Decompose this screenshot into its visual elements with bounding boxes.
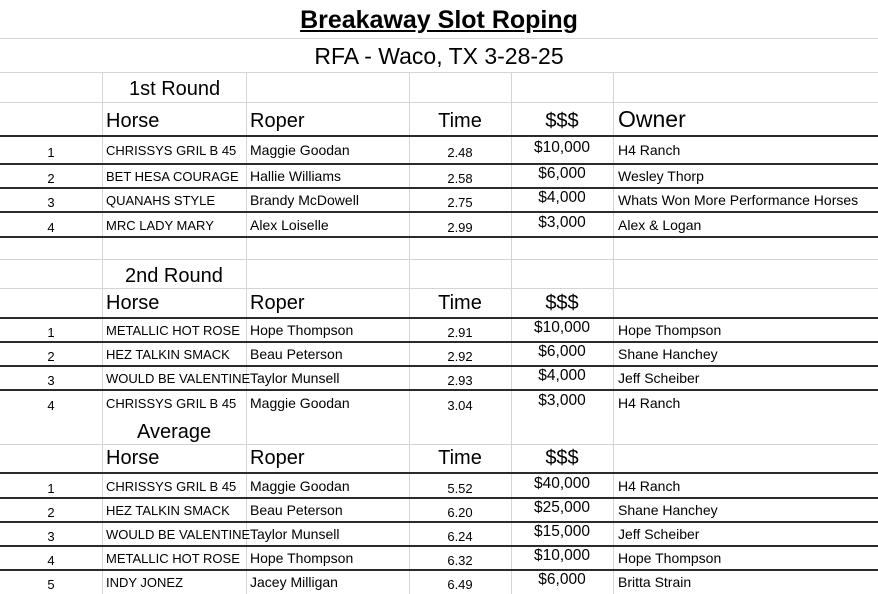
roper-name: Maggie Goodan xyxy=(250,477,350,494)
run-time: 2.92 xyxy=(447,349,473,364)
place-number: 4 xyxy=(47,553,55,568)
horse-name: CHRISSYS GRIL B 45 xyxy=(106,395,237,411)
horse-name: QUANAHS STYLE xyxy=(106,193,216,208)
row-border xyxy=(0,187,878,189)
owner-name: Jeff Scheiber xyxy=(618,370,700,386)
row-border xyxy=(0,236,878,238)
horse-name: BET HESA COURAGE xyxy=(106,169,239,184)
horse-name: HEZ TALKIN SMACK xyxy=(106,503,230,518)
horse-name: METALLIC HOT ROSE xyxy=(106,551,240,566)
payout: $4,000 xyxy=(538,189,586,206)
header-time: Time xyxy=(438,447,482,469)
owner-name: Jeff Scheiber xyxy=(618,526,700,542)
payout: $3,000 xyxy=(538,391,586,409)
run-time: 6.32 xyxy=(447,553,473,568)
run-time: 2.91 xyxy=(447,325,473,340)
header-money: $$$ xyxy=(545,110,579,132)
grid-row-line xyxy=(0,288,878,289)
run-time: 2.48 xyxy=(447,145,473,160)
payout: $10,000 xyxy=(533,139,591,156)
roper-name: Hope Thompson xyxy=(250,550,354,566)
grid-row-line xyxy=(0,38,878,39)
horse-name: WOULD BE VALENTINE xyxy=(106,527,251,542)
run-time: 2.99 xyxy=(447,219,473,235)
roper-name: Beau Peterson xyxy=(250,502,343,518)
owner-name: Hope Thompson xyxy=(618,550,722,566)
row-border xyxy=(0,341,878,343)
owner-name: H4 Ranch xyxy=(618,394,681,411)
grid-row-line xyxy=(0,102,878,103)
payout: $6,000 xyxy=(538,165,586,182)
payout: $25,000 xyxy=(533,499,591,516)
payout: $10,000 xyxy=(533,547,591,564)
place-number: 3 xyxy=(47,195,55,210)
owner-name: Hope Thompson xyxy=(618,322,722,338)
place-number: 3 xyxy=(47,373,55,388)
grid-col-line xyxy=(613,72,614,594)
run-time: 2.93 xyxy=(447,373,473,388)
row-border xyxy=(0,163,878,165)
sheet-title: Breakaway Slot Roping xyxy=(300,6,578,34)
header-owner: Owner xyxy=(618,106,686,132)
run-time: 6.49 xyxy=(447,577,473,592)
header-horse: Horse xyxy=(106,110,160,132)
place-number: 2 xyxy=(47,505,55,520)
place-number: 1 xyxy=(47,145,55,160)
grid-col-line xyxy=(246,72,247,594)
header-time: Time xyxy=(438,110,482,132)
place-number: 3 xyxy=(47,529,55,544)
roper-name: Hope Thompson xyxy=(250,322,354,338)
header-border xyxy=(0,317,878,319)
roper-name: Taylor Munsell xyxy=(250,526,340,542)
payout: $6,000 xyxy=(538,343,586,360)
payout: $15,000 xyxy=(533,523,591,540)
place-number: 4 xyxy=(47,219,55,235)
run-time: 6.20 xyxy=(447,505,473,520)
place-number: 5 xyxy=(47,577,55,592)
event-subtitle: RFA - Waco, TX 3-28-25 xyxy=(314,43,564,69)
owner-name: Britta Strain xyxy=(618,574,692,590)
run-time: 5.52 xyxy=(447,480,473,496)
place-number: 4 xyxy=(47,397,55,413)
run-time: 6.24 xyxy=(447,529,473,544)
roper-name: Beau Peterson xyxy=(250,346,343,362)
grid-col-line xyxy=(102,72,103,594)
row-border xyxy=(0,545,878,547)
run-time: 2.75 xyxy=(447,195,473,210)
roper-name: Hallie Williams xyxy=(250,168,342,184)
header-money: $$$ xyxy=(545,292,579,314)
header-border xyxy=(0,472,878,474)
payout: $40,000 xyxy=(533,474,591,492)
row-border xyxy=(0,211,878,213)
horse-name: CHRISSYS GRIL B 45 xyxy=(106,143,237,158)
header-money: $$$ xyxy=(545,447,579,469)
section-title: 1st Round xyxy=(129,78,221,100)
payout: $6,000 xyxy=(538,571,586,588)
section-title: Average xyxy=(137,420,212,443)
roper-name: Maggie Goodan xyxy=(250,142,350,158)
roper-name: Brandy McDowell xyxy=(250,192,359,208)
owner-name: H4 Ranch xyxy=(618,477,681,494)
row-border xyxy=(0,569,878,571)
horse-name: WOULD BE VALENTINE xyxy=(106,371,251,386)
header-roper: Roper xyxy=(250,110,305,132)
roper-name: Taylor Munsell xyxy=(250,370,340,386)
header-time: Time xyxy=(438,292,482,314)
place-number: 2 xyxy=(47,171,55,186)
roper-name: Alex Loiselle xyxy=(250,216,329,233)
row-border xyxy=(0,497,878,499)
grid-row-line xyxy=(0,444,878,445)
payout: $3,000 xyxy=(538,213,586,231)
row-border xyxy=(0,365,878,367)
owner-name: Alex & Logan xyxy=(618,216,702,233)
owner-name: Shane Hanchey xyxy=(618,502,718,518)
payout: $10,000 xyxy=(533,319,591,336)
grid-row-line xyxy=(0,72,878,73)
place-number: 2 xyxy=(47,349,55,364)
row-border xyxy=(0,521,878,523)
horse-name: CHRISSYS GRIL B 45 xyxy=(106,478,237,494)
place-number: 1 xyxy=(47,325,55,340)
header-roper: Roper xyxy=(250,292,305,314)
roper-name: Jacey Milligan xyxy=(250,574,338,590)
header-horse: Horse xyxy=(106,292,160,314)
header-horse: Horse xyxy=(106,447,160,469)
run-time: 3.04 xyxy=(447,397,473,413)
section-title: 2nd Round xyxy=(125,264,223,287)
row-border xyxy=(0,389,878,391)
owner-name: Wesley Thorp xyxy=(618,168,704,184)
grid-row-line xyxy=(0,259,878,260)
horse-name: METALLIC HOT ROSE xyxy=(106,323,240,338)
roper-name: Maggie Goodan xyxy=(250,394,350,411)
horse-name: HEZ TALKIN SMACK xyxy=(106,347,230,362)
header-roper: Roper xyxy=(250,447,305,469)
owner-name: Whats Won More Performance Horses xyxy=(618,192,859,208)
place-number: 1 xyxy=(47,480,55,496)
owner-name: Shane Hanchey xyxy=(618,346,718,362)
horse-name: MRC LADY MARY xyxy=(106,217,214,233)
header-border xyxy=(0,135,878,137)
owner-name: H4 Ranch xyxy=(618,142,681,158)
payout: $4,000 xyxy=(538,367,586,384)
run-time: 2.58 xyxy=(447,171,473,186)
horse-name: INDY JONEZ xyxy=(106,575,184,590)
